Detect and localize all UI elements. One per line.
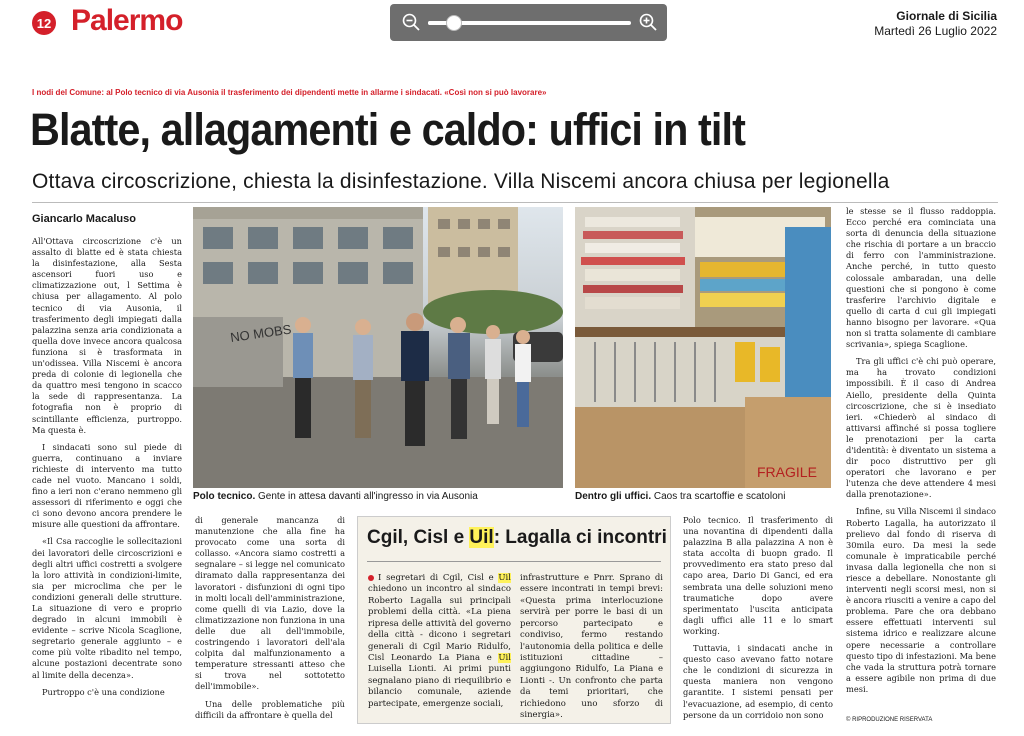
article-column-1	[32, 236, 182, 704]
newspaper-name: Giornale di Sicilia	[896, 9, 997, 23]
issue-date: Martedì 26 Luglio 2022	[874, 24, 997, 38]
article-subhead: Ottava circoscrizione, chiesta la disinfestazione. Villa Niscemi ancora chiusa per legionella	[32, 170, 890, 193]
zoom-in-icon[interactable]	[639, 13, 657, 31]
box-label: FRAGILE	[757, 464, 817, 480]
paragraph: Polo tecnico. Il trasferimento di una novantina di dipendenti dalla palazzina B alla palazzina A non è stata accolta di buopn grado. Il provvedimento era stato preso dal capo area, Dario Di Ganci, ed era sembrata una delle soluzioni meno traumatiche dopo avere sperimentato l'uscita anticipata dagli uffici alle 11 e lo smart working.	[683, 515, 833, 636]
paragraph: Purtroppo c'è una condizione	[42, 686, 165, 697]
divider	[367, 561, 661, 562]
sidebar-column-1	[368, 573, 511, 710]
page-number-badge: 12	[32, 11, 56, 35]
byline: Giancarlo Macaluso	[32, 213, 136, 225]
sidebar-title-part: Cgil, Cisl e	[367, 527, 470, 548]
sidebar-title	[367, 527, 667, 549]
photo-caption	[193, 491, 478, 502]
paragraph: Tra gli uffici c'è chi può operare, ma ha trovato condizioni impossibili. È il caso di Andrea Aiello, presidente della Quinta circoscrizione, che si è insediato ieri. «Chiederò al sindaco di attivarsi affinché si possa togliere le prenotazioni per la carta d'identità: è diventato un sistema a dir poco distruttivo per gli operatori che lavorano e per l'utenza che deve attendere 4 mesi dalla prenotazione».	[846, 356, 996, 500]
photo-caption	[575, 491, 785, 502]
paragraph: Una delle problematiche più difficili da affrontare è quella del	[195, 698, 345, 720]
paragraph: Infine, su Villa Niscemi il sindaco Roberto Lagalla, ha autorizzato il prelievo dal fondo di riserva di 30mila euro. Da mesi la sede comunale è impraticabile perché invasa dalla legionella che non si riesce a debellare. Nonostante gli interventi negli scorsi mesi, non si è ancora riusciti a venire a capo del problema. Pare che ora debbano essere effettuati interventi sul sistema idrico e realizzare alcune opere necessarie a controllare questo tipo di infestazioni. Ma bene che vada la struttura potrà tornare a essere agibile non prima di due mesi.	[846, 506, 997, 694]
article-column-2	[195, 515, 345, 727]
highlight-uil: Uil	[469, 527, 494, 548]
bullet-icon	[368, 575, 374, 581]
caption-lead: Polo tecnico.	[193, 491, 256, 502]
zoom-toolbar	[390, 4, 667, 41]
paragraph: di generale mancanza di manutenzione che alla fine ha provocato come una sorta di collasso. «Ancora siamo costretti a segnalare – si legge nel comunicato diramato dalla rappresentanza dei lavoratori - disfunzioni di ogni tipo in molti locali dell'amministrazione, come quelli di via Lazio, dove la climatizzazione non funziona in una delle due ali dell'immobile, costringendo i lavoratori dell'ala colpita dal malfunzionamento a temperature stressanti atteso che si trova nel sottotetto dell'immobile».	[195, 515, 345, 692]
article-column-4	[683, 515, 833, 727]
sidebar-text: I segretari di Cgil, Cisl e	[378, 573, 499, 583]
paragraph: All'Ottava circoscrizione c'è un assalto di blatte ed è stata chiesta la disinfestazione, alla Sesta ascensori fuori uso e climatizzazione out, l Settima è chiusa per allagamento. Al polo tecnico di via Ausonia, il trasferimento degli impiegati dalla palazzina senza aria condizionata a quella dove invece ancora qualcosa funziona si è trasformata in un'odissea. Villa Niscemi è ancora preda di colonie di legionella che da quattro mesi tengono in scacco la sede di rappresentanza. La fotografia non è proprio di scintillante efficienza, purtroppo. Ma questa è.	[32, 236, 182, 435]
caption-text: Caos tra scartoffie e scatoloni	[653, 491, 786, 502]
section-title: Palermo	[71, 4, 183, 37]
highlight-uil: Uil	[498, 573, 511, 583]
article-kicker: I nodi del Comune: al Polo tecnico di via Ausonia il trasferimento dei dipendenti mette in allarme i sindacati. «Così non si può lavorare»	[32, 88, 547, 97]
paragraph: «Il Csa raccoglie le sollecitazioni dei lavoratori delle circoscrizioni e degli altri uffici costretti a svolgere la loro attività in condizioni-limite, sia per microclima che per le condizioni generali delle strutture. La situazione di vero e proprio degrado in alcuni immobili è evidente – scrive Nicola Scaglione, segretario generale aggiunto – e come più volte ribadito nel tempo, alcune postazioni decentrate sono al limite della decenza».	[32, 536, 182, 680]
sign-graffiti: NO MOBS	[229, 321, 293, 345]
photo-polo-tecnico	[193, 207, 563, 488]
article-headline: Blatte, allagamenti e caldo: uffici in tilt	[30, 104, 745, 155]
zoom-slider-handle[interactable]	[446, 15, 462, 31]
zoom-out-icon[interactable]	[402, 13, 420, 31]
zoom-slider[interactable]	[428, 21, 631, 25]
photo-uffici	[575, 207, 831, 488]
paragraph: le stesse se il flusso raddoppia. Ecco perché era cominciata una sorta di denuncia della situazione che rischia di portare a un braccio di ferro con l'amministrazione. Anche perché, in tutto questo colossale ambaradan, una delle questioni che si pongono è come trasferire l'archivio digitale e quello di carta d cui gli impiegati hanno bisogno per lavorare. «Qua non si tratta solamente di cambiare scrivania», spiega Scaglione.	[846, 206, 996, 350]
caption-lead: Dentro gli uffici.	[575, 491, 652, 502]
sidebar-text: Luisella Lionti. Ai primi punti segnalano piano di riequilibrio e bilancio comunale, aziende partecipate, emergenze sociali,	[368, 664, 511, 709]
paragraph: I sindacati sono sul piede di guerra, continuano a inviare richieste di intervento ma tutto cade nel vuoto. Mancano i soldi, fino a ieri non c'erano nemmeno gli assessori di riferimento e oggi che ci sono devono ancora prendere le misure alle questioni da affrontare.	[32, 441, 182, 530]
sidebar-box	[357, 516, 671, 724]
highlight-uil: Uil	[498, 652, 511, 663]
divider	[32, 202, 998, 203]
copyright-notice: © RIPRODUZIONE RISERVATA	[846, 717, 933, 723]
article-column-5	[846, 206, 996, 701]
sidebar-text: chiedono un incontro al sindaco Roberto Lagalla sui principali problemi della città. «La piena ripresa delle attività del governo della città - dicono i segretari generali di Cgil Mario Ridulfo, Cisl Leonardo La Piana e	[368, 584, 511, 663]
sidebar-column-2: infrastrutture e Pnrr. Sprano di essere incontrati in tempi brevi: «Questa prima interlocuzione servirà per porre le basi di un percorso partecipato e condiviso, fermo restando l'autonomia della politica e delle istituzioni cittadine – aggiungono Ridulfo, La Piana e Lionti -. Un confronto che parta da temi prioritari, che richiedono uno sforzo di sinergia».	[520, 573, 663, 721]
paragraph: Tuttavia, i sindacati anche in questo caso avevano fatto notare che le condizioni di sicurezza in questa maniera non vengono garantite. I sistemi pensati per l'evacuazione, ad esempio, di cento persone da un corridoio non sono	[683, 643, 833, 720]
caption-text: Gente in attesa davanti all'ingresso in via Ausonia	[258, 491, 478, 502]
sidebar-title-part: : Lagalla ci incontri	[493, 527, 667, 548]
